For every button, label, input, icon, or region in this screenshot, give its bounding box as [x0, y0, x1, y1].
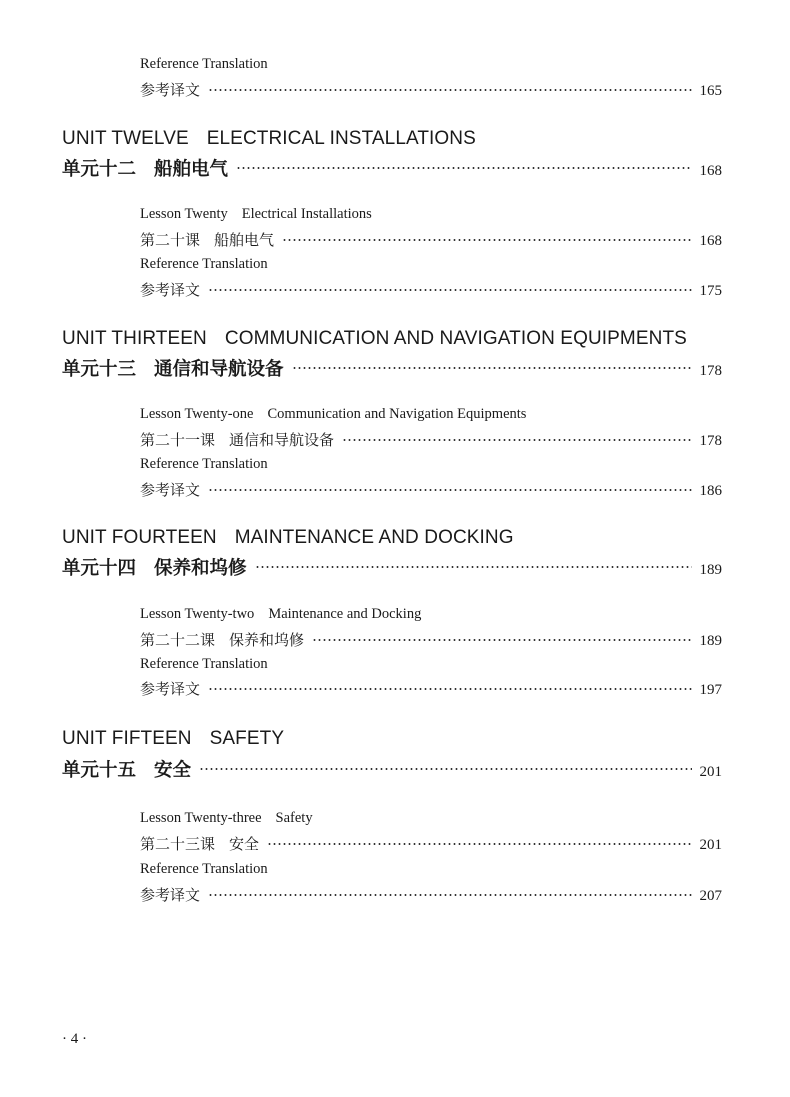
page-number: 189 [699, 562, 722, 578]
reference-translation-en: Reference Translation [140, 861, 268, 877]
reference-translation-zh: 参考译文 [140, 283, 201, 299]
toc-entry-lesson[interactable] [140, 629, 722, 650]
toc-entry-unit[interactable] [62, 554, 722, 580]
unit-heading-en: UNIT FOURTEEN MAINTENANCE AND DOCKING [62, 527, 514, 548]
toc-entry-reference[interactable] [140, 884, 722, 905]
page-number: 165 [699, 83, 722, 99]
page-number: 175 [699, 283, 722, 299]
page-number: 201 [699, 837, 722, 853]
lesson-title-en: Lesson Twenty-three Safety [140, 810, 313, 826]
leader-dots [208, 687, 691, 691]
toc-entry-reference[interactable] [140, 79, 722, 100]
leader-dots [342, 438, 691, 442]
leader-dots [199, 767, 691, 771]
reference-translation-en: Reference Translation [140, 256, 268, 272]
leader-dots [208, 88, 691, 92]
leader-dots [312, 638, 691, 642]
page-number: 189 [699, 633, 722, 649]
leader-dots [208, 893, 691, 897]
page-number: 207 [699, 888, 722, 904]
reference-translation-zh: 参考译文 [140, 682, 201, 698]
reference-translation-zh: 参考译文 [140, 83, 201, 99]
page-number: 168 [699, 233, 722, 249]
toc-entry-unit[interactable] [62, 756, 722, 782]
unit-heading-zh: 单元十二 船舶电气 [62, 159, 229, 180]
reference-translation-en: Reference Translation [140, 456, 268, 472]
lesson-title-en: Lesson Twenty-two Maintenance and Docking [140, 606, 422, 622]
reference-translation-zh: 参考译文 [140, 888, 201, 904]
unit-heading-zh: 单元十三 通信和导航设备 [62, 359, 284, 380]
unit-heading-en: UNIT FIFTEEN SAFETY [62, 728, 285, 749]
page-number: 197 [699, 682, 722, 698]
leader-dots [208, 288, 691, 292]
toc-entry-unit[interactable] [62, 355, 722, 381]
toc-entry-lesson[interactable] [140, 833, 722, 854]
toc-entry-lesson[interactable] [140, 229, 722, 250]
leader-dots [236, 166, 691, 170]
page-number: 201 [699, 764, 722, 780]
lesson-title-zh: 第二十三课 安全 [140, 837, 260, 853]
page-number: 178 [699, 433, 722, 449]
lesson-title-zh: 第二十课 船舶电气 [140, 233, 275, 249]
leader-dots [255, 565, 692, 569]
leader-dots [292, 366, 692, 370]
lesson-title-zh: 第二十一课 通信和导航设备 [140, 433, 335, 449]
unit-heading-zh: 单元十五 安全 [62, 760, 192, 781]
toc-entry-lesson[interactable] [140, 429, 722, 450]
unit-heading-en: UNIT TWELVE ELECTRICAL INSTALLATIONS [62, 128, 476, 149]
lesson-title-zh: 第二十二课 保养和坞修 [140, 633, 305, 649]
leader-dots [267, 842, 691, 846]
toc-entry-unit[interactable] [62, 155, 722, 181]
reference-translation-zh: 参考译文 [140, 483, 201, 499]
unit-heading-zh: 单元十四 保养和坞修 [62, 558, 247, 579]
unit-heading-en: UNIT THIRTEEN COMMUNICATION AND NAVIGATION EQUIPMENTS [62, 328, 687, 349]
reference-translation-en: Reference Translation [140, 656, 268, 672]
lesson-title-en: Lesson Twenty Electrical Installations [140, 206, 372, 222]
reference-translation-en: Reference Translation [140, 56, 268, 72]
toc-entry-reference[interactable] [140, 479, 722, 500]
page-footer-number: · 4 · [62, 1031, 87, 1047]
page-number: 178 [699, 363, 722, 379]
leader-dots [282, 238, 691, 242]
toc-entry-reference[interactable] [140, 678, 722, 699]
page-number: 186 [699, 483, 722, 499]
lesson-title-en: Lesson Twenty-one Communication and Navigation Equipments [140, 406, 527, 422]
leader-dots [208, 488, 691, 492]
page-number: 168 [699, 163, 722, 179]
toc-entry-reference[interactable] [140, 279, 722, 300]
